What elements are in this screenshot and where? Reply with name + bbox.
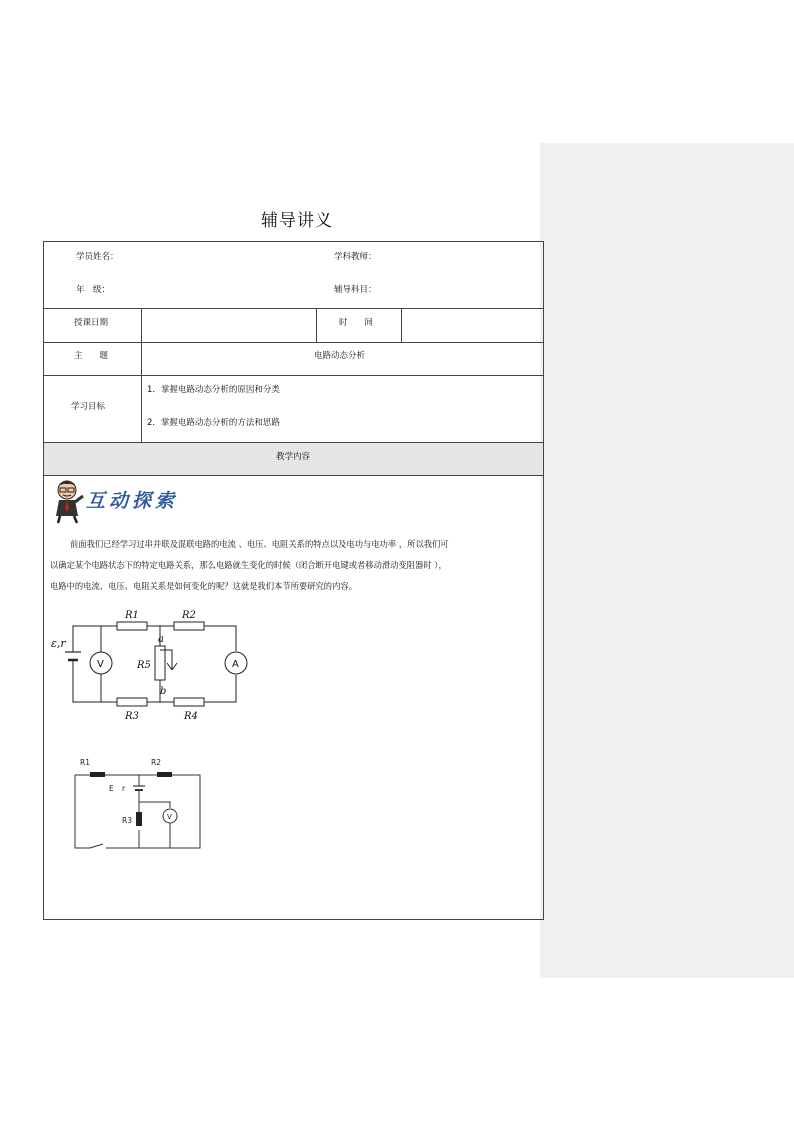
- circuit-diagram-1: [48, 606, 258, 724]
- label-r4: R4: [184, 711, 198, 722]
- grade-label: 年 级：: [76, 285, 111, 295]
- intro-line: 前面我们已经学习过串并联及混联电路的电流 、电压、电阻关系的特点以及电功与电功率 ，所以我们可: [70, 539, 449, 549]
- row-divider: [44, 375, 543, 376]
- topic-value: 电路动态分析: [314, 351, 366, 361]
- label-e: E: [109, 784, 114, 793]
- topic-label: 主 题: [74, 351, 109, 361]
- lesson-date-label: 授课日期: [74, 318, 109, 328]
- label-r5: R5: [137, 660, 151, 671]
- label-r1: R1: [125, 610, 139, 621]
- content-header: 教学内容: [276, 452, 311, 462]
- time-label: 时 间: [339, 318, 374, 328]
- interactive-explore-banner: 互动探索: [86, 490, 179, 512]
- label-b: b: [160, 686, 167, 697]
- goal-item: 1．掌握电路动态分析的原因和分类: [147, 385, 280, 395]
- voltmeter-icon: V: [167, 813, 172, 821]
- label-r: r: [122, 784, 126, 793]
- goal-item: 2．掌握电路动态分析的方法和思路: [147, 418, 280, 428]
- row-divider: [44, 475, 543, 476]
- col-divider: [401, 308, 402, 342]
- label-r1: R1: [80, 758, 90, 767]
- subject-label: 辅导科目：: [334, 285, 377, 295]
- label-r2: R2: [182, 610, 196, 621]
- teacher-cartoon-icon: [50, 478, 86, 524]
- label-r3: R3: [122, 816, 132, 825]
- label-emf: ε,r: [51, 637, 66, 650]
- intro-paragraph: [50, 534, 540, 597]
- goals-label: 学习目标: [71, 402, 106, 412]
- col-divider: [141, 308, 142, 442]
- comment-pane: [540, 143, 794, 978]
- student-name-label: 学员姓名：: [76, 252, 119, 262]
- intro-line: 以确定某个电路状态下的特定电路关系，那么电路就生变化的时候（闭合断开电键或者移动滑动变阻器时 ），: [50, 560, 447, 570]
- page-title: 辅导讲义: [261, 211, 333, 231]
- row-divider: [44, 442, 543, 443]
- voltmeter-icon: V: [97, 659, 104, 670]
- ammeter-icon: A: [232, 659, 239, 670]
- row-divider: [44, 308, 543, 309]
- lesson-form: [43, 241, 544, 920]
- label-r2: R2: [151, 758, 161, 767]
- label-a: a: [158, 634, 164, 645]
- circuit-diagram-2: [66, 756, 211, 856]
- row-divider: [44, 342, 543, 343]
- teacher-label: 学科教师：: [334, 252, 377, 262]
- col-divider: [316, 308, 317, 342]
- label-r3: R3: [125, 711, 139, 722]
- intro-line: 电路中的电流、电压、电阻关系是如何变化的呢？这就是我们本节所要研究的内容。: [50, 581, 357, 591]
